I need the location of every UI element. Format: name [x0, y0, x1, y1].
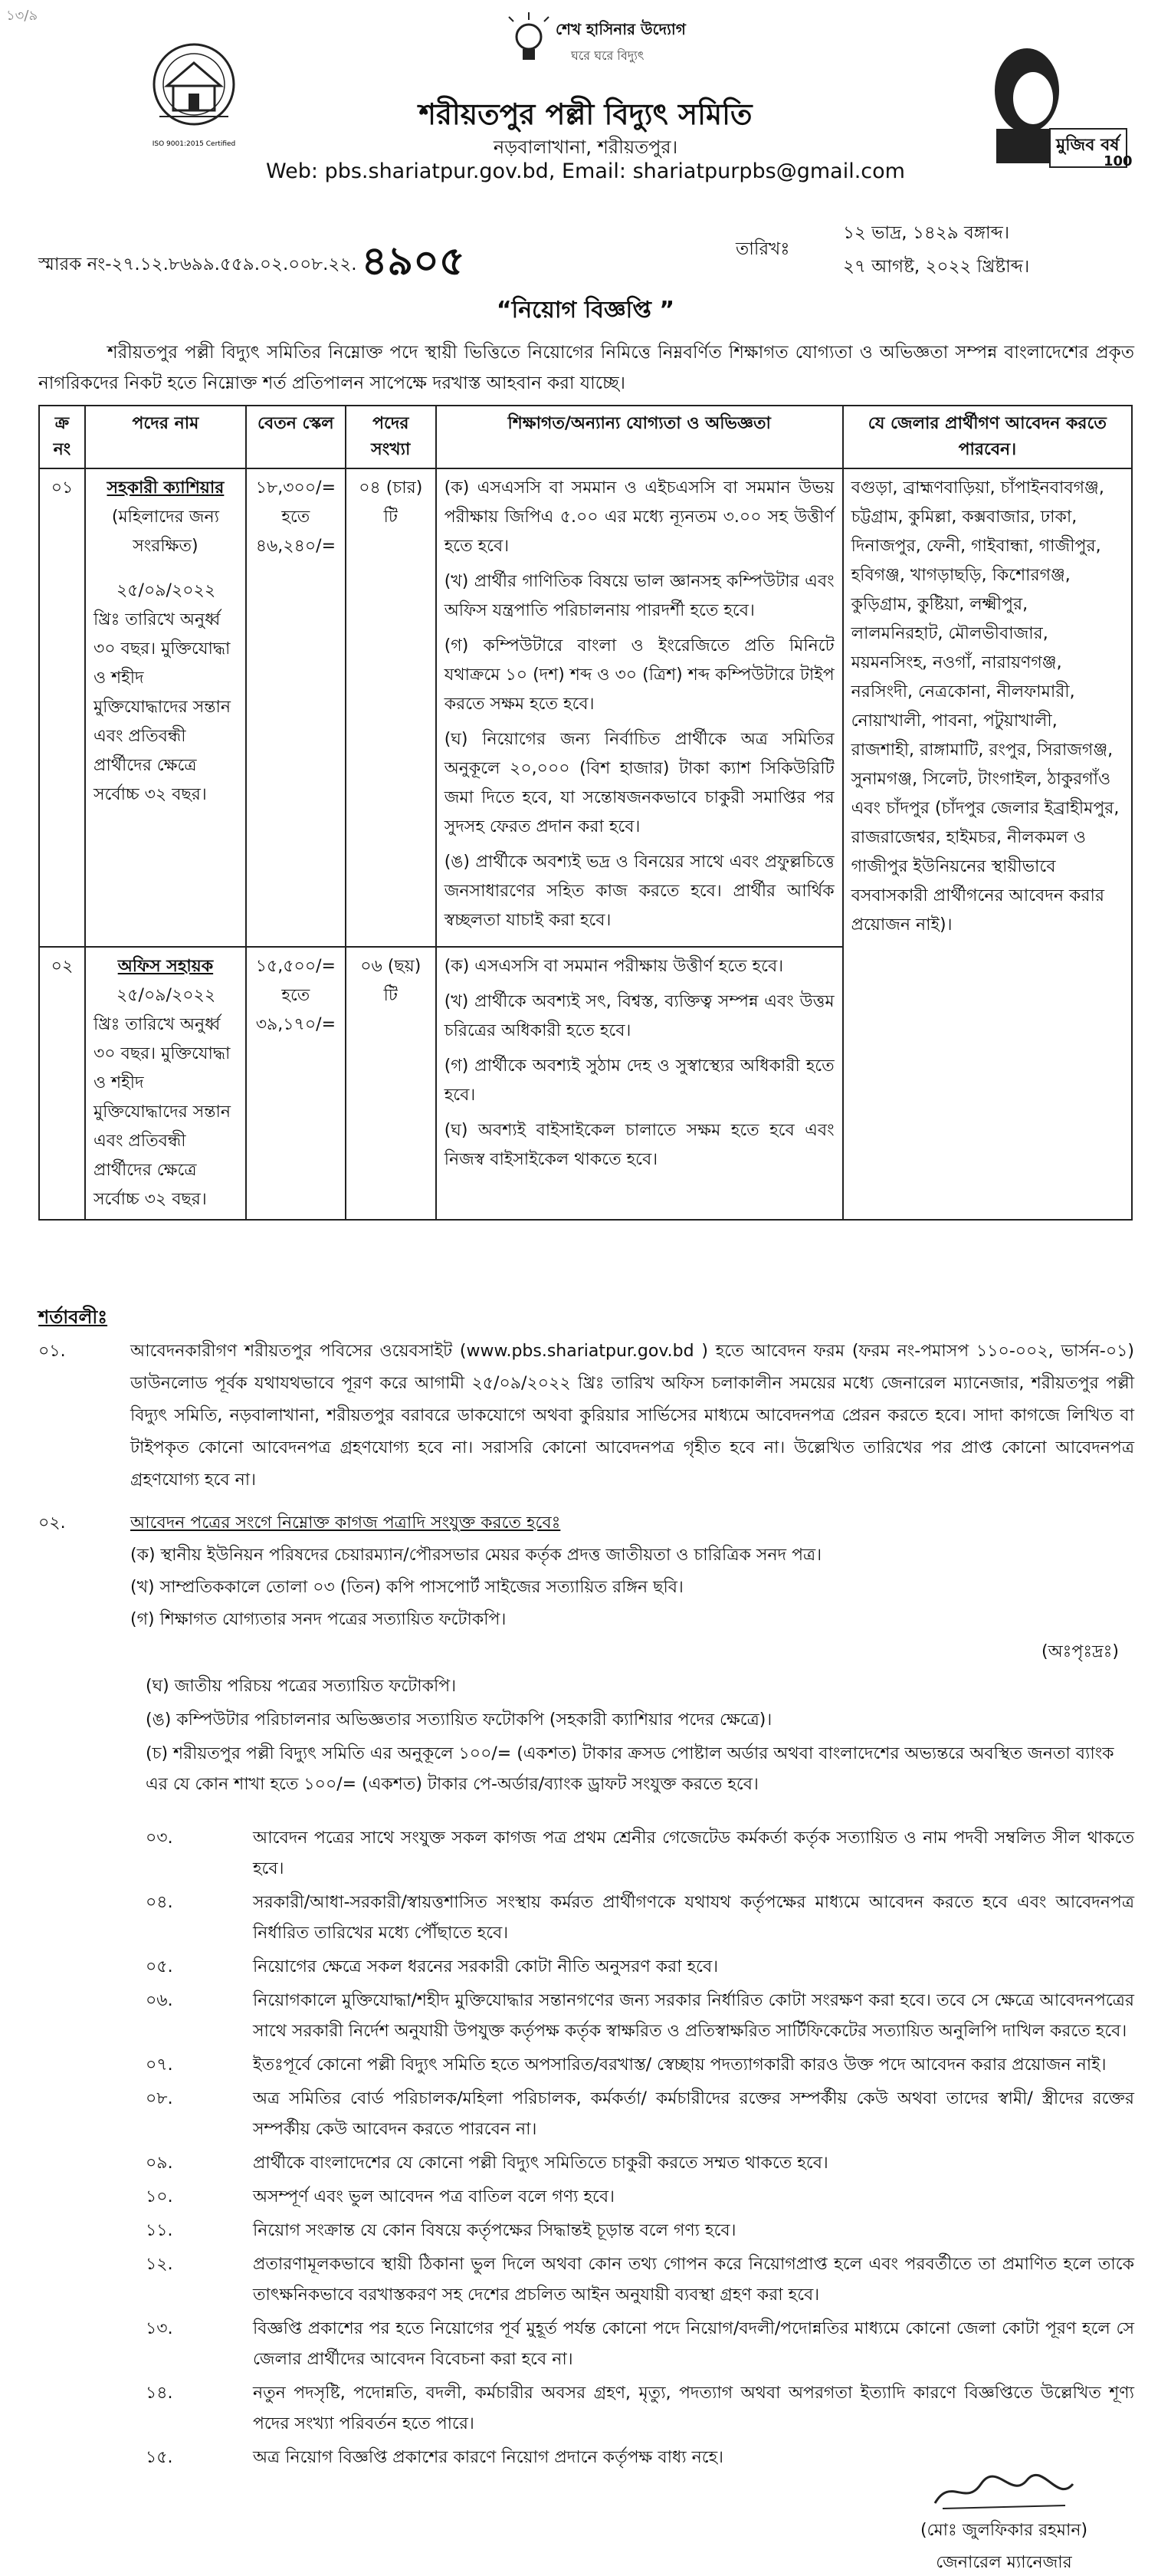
date-label: তারিখঃ: [736, 239, 790, 259]
organization-name: শরীয়তপুর পল্লী বিদ্যুৎ সমিতি: [418, 97, 753, 131]
serial-cell: ০২: [39, 947, 85, 1220]
term-text: নিয়োগের ক্ষেত্রে সকল ধরনের সরকারী কোটা নীতি অনুসরণ করা হবে।: [253, 1957, 719, 1976]
slogan-text: শেখ হাসিনার উদ্যোগ: [556, 20, 686, 38]
qualification-item: (ক) এসএসসি বা সমমান পরীক্ষায় উত্তীর্ণ হতে হবে।: [444, 957, 784, 976]
term-item: [146, 2050, 1134, 2081]
term-text: সরকারী/আধা-সরকারী/স্বায়ত্তশাসিত সংস্থায় কর্মরত প্রার্থীগণকে যথাযথ কর্তৃপক্ষের মাধ্যমে আবেদন করতে হবে এবং আবেদনপত্র নির্ধারিত তারিখের মধ্যে পৌঁছাতে হবে।: [253, 1893, 1134, 1943]
term-text: ইতঃপূর্বে কোনো পল্লী বিদ্যুৎ সমিতি হতে অপসারিত/বরখাস্ত/ স্বেচ্ছায় পদত্যাগকারী কারও উক্ত পদে আবেদন করার প্রয়োজন নাই।: [253, 2055, 1107, 2075]
post-count-cell: ০৪ (চার) টি: [346, 468, 436, 947]
signatory-name: (মোঃ জুলফিকার রহমান): [920, 2521, 1088, 2540]
term-item: [146, 2216, 1134, 2246]
pay-scale-max: ৩৯,১৭০/=: [255, 1015, 336, 1034]
term-number: ১২.: [146, 2255, 173, 2274]
web-email-line: Web: pbs.shariatpur.gov.bd, Email: shariatpurpbs@gmail.com: [266, 159, 905, 183]
continued-note: (অঃপৃঃদ্রঃ): [1041, 1642, 1119, 1661]
term-text: অত্র নিয়োগ বিজ্ঞপ্তি প্রকাশের কারণে নিয়োগ প্রদানে কর্তৃপক্ষ বাধ্য নহে।: [253, 2448, 724, 2467]
term-item: [146, 2378, 1134, 2440]
age-limit: ২৫/০৯/২০২২ খ্রিঃ তারিখে অনুর্ধ্ব ৩০ বছর। মুক্তিযোদ্ধা ও শহীদ মুক্তিযোদ্ধাদের সন্তান এবং প্রতিবন্ধী প্রার্থীদের ক্ষেত্রে সর্বোচ্চ ৩২ বছর।: [93, 986, 231, 1209]
term-number: ০৮.: [146, 2089, 173, 2108]
pay-scale-min: ১৮,৩০০/=: [255, 478, 336, 498]
post-name: অফিস সহায়ক: [117, 957, 214, 976]
term-item: [146, 2084, 1134, 2145]
qualification-item: (গ) প্রার্থীকে অবশ্যই সুঠাম দেহ ও সুস্বাস্থ্যের অধিকারী হতে হবে।: [444, 1056, 835, 1105]
term-text: নতুন পদসৃষ্টি, পদোন্নতি, বদলী, কর্মচারীর অবসর গ্রহণ, মৃত্যু, পদত্যাগ অথবা অপরগতা ইত্যাদি কারণে বিজ্ঞপ্তিতে উল্লেখিত শূণ্য পদের সংখ্যা পরিবর্তন হতে পারে।: [253, 2384, 1134, 2433]
term-item: [146, 1986, 1134, 2047]
term-item: [146, 1823, 1134, 1884]
header-post-count: পদের সংখ্যা: [346, 406, 436, 468]
vacancy-table: [38, 405, 1133, 1221]
qualification-item: (ক) এসএসসি বা সমমান ও এইচএসসি বা সমমান উভয় পরীক্ষায় জিপিএ ৫.০০ এর মধ্যে ন্যূনতম ৩.০০ সহ উত্তীর্ণ হতে হবে।: [444, 478, 835, 556]
pay-scale-to: হতে: [281, 986, 310, 1005]
qualification-item: (খ) প্রার্থীর গাণিতিক বিষয়ে ভাল জ্ঞানসহ কম্পিউটার এবং অফিস যন্ত্রপাতি পরিচালনায় পারদর্শী হতে হবে।: [444, 572, 835, 620]
notice-intro: শরীয়তপুর পল্লী বিদ্যুৎ সমিতির নিম্নোক্ত পদে স্থায়ী ভিত্তিতে নিয়োগের নিমিত্তে নিম্নবর্ণিত শিক্ষাগত যোগ্যতা ও অভিজ্ঞতা সম্পন্ন বাংলাদেশের প্রকৃত নাগরিকদের নিকট হতে নিম্নোক্ত শর্ত প্রতিপালন সাপেক্ষে দরখাস্ত আহবান করা যাচ্ছে।: [38, 343, 1134, 393]
term-number: ১৩.: [146, 2319, 173, 2338]
term-text: অত্র সমিতির বোর্ড পরিচালক/মহিলা পরিচালক, কর্মকর্তা/ কর্মচারীদের রক্তের সম্পর্কীয় কেউ অথবা তাদের স্বামী/ স্ত্রীদের রক্তের সম্পর্কীয় কেউ আবেদন করতে পারবেন না।: [253, 2089, 1134, 2139]
term-item: [146, 2148, 1134, 2179]
serial-cell: ০১: [39, 468, 85, 947]
handwritten-corner-mark: ১৩/৯: [6, 8, 38, 24]
term-subitem: (খ) সাম্প্রতিককালে তোলা ০৩ (তিন) কপি পাসপোর্ট সাইজের সত্যায়িত রঙ্গিন ছবি।: [130, 1578, 684, 1597]
svg-text:ISO 9001:2015 Certified: ISO 9001:2015 Certified: [152, 140, 236, 148]
term-number: ১০.: [146, 2187, 173, 2206]
term-subitem: (ঘ) জাতীয় পরিচয় পত্রের সত্যায়িত ফটোকপি।: [146, 1677, 457, 1696]
qualification-item: (ঘ) অবশ্যই বাইসাইকেল চালাতে সক্ষম হতে হবে এবং নিজস্ব বাইসাইকেল থাকতে হবে।: [444, 1121, 835, 1169]
term-subitem: (ঙ) কম্পিউটার পরিচালনার অভিজ্ঞতার সত্যায়িত ফটোকপি (সহকারী ক্যাশিয়ার পদের ক্ষেত্রে)।: [146, 1710, 772, 1730]
term-number: ০৪.: [146, 1893, 173, 1912]
districts-cell: বগুড়া, ব্রাহ্মণবাড়িয়া, চাঁপাইনবাবগঞ্জ, চট্টগ্রাম, কুমিল্লা, কক্সবাজার, ঢাকা, দিনাজপুর, ফেনী, গাইবান্ধা, গাজীপুর, হবিগঞ্জ, খাগড়াছড়ি, কিশোরগঞ্জ, কুড়িগ্রাম, কুষ্টিয়া, লক্ষ্মীপুর, লালমনিরহাট, মৌলভীবাজার, ময়মনসিংহ, নওগাঁ, নারায়ণগঞ্জ, নরসিংদী, নেত্রকোনা, নীলফামারী, নোয়াখালী, পাবনা, পটুয়াখালী, রাজশাহী, রাঙ্গামাটি, রংপুর, সিরাজগঞ্জ, সুনামগঞ্জ, সিলেট, টাংগাইল, ঠাকুরগাঁও এবং চাঁদপুর (চাঁদপুর জেলার ইব্রাহীমপুর, রাজরাজেশ্বর, হাইমচর, নীলকমল ও গাজীপুর ইউনিয়নের স্থায়ীভাবে বসবাসকারী প্রার্থীগনের আবেদন করার প্রয়োজন নাই)।: [843, 468, 1132, 1220]
term-item: [38, 1336, 1134, 1497]
terms-title: শর্তাবলীঃ: [38, 1306, 108, 1328]
post-name: সহকারী ক্যাশিয়ার: [107, 478, 225, 498]
terms-list-continued: [146, 1671, 1134, 2476]
date-english: ২৭ আগষ্ট, ২০২২ খ্রিষ্টাব্দ।: [843, 257, 1030, 277]
date-bangla: ১২ ভাদ্র, ১৪২৯ বঙ্গাব্দ।: [843, 223, 1010, 243]
term-number: ১১.: [146, 2221, 173, 2240]
term-item: [146, 2182, 1134, 2213]
term-text: বিজ্ঞপ্তি প্রকাশের পর হতে নিয়োগের পূর্ব মুহূর্ত পর্যন্ত কোনো পদে নিয়োগ/বদলী/পদোন্নতির মাধ্যমে কোনো জেলা কোটা পূরণ হলে সে জেলার প্রার্থীদের আবেদন বিবেচনা করা হবে না।: [253, 2319, 1134, 2369]
term-text: প্রতারণামূলকভাবে স্থায়ী ঠিকানা ভুল দিলে অথবা কোন তথ্য গোপন করে নিয়োগপ্রাপ্ত হলে এবং পরবর্তীতে তা প্রমাণিত হলে তাকে তাৎক্ষনিকভাবে বরখাস্তকরণ সহ দেশের প্রচলিত আইন অনুযায়ী ব্যবস্থা গ্রহণ করা হবে।: [253, 2255, 1134, 2305]
term-number: ১৫.: [146, 2448, 173, 2467]
term-subitem: (গ) শিক্ষাগত যোগ্যতার সনদ পত্রের সত্যায়িত ফটোকপি।: [130, 1610, 507, 1629]
organization-address: নড়বালাখানা, শরীয়তপুর।: [493, 136, 678, 158]
term-text: আবেদনকারীগণ শরীয়তপুর পবিসের ওয়েবসাইট (www.pbs.shariatpur.gov.bd ) হতে আবেদন ফরম (ফরম নং-পমাসপ ১১০-০০২, ভার্সন-০১) ডাউনলোড পূর্বক যথাযথভাবে পূরণ করে আগামী ২৫/০৯/২০২২ খ্রিঃ তারিখ অফিস চলাকালীন সময়ের মধ্যে জেনারেল ম্যানেজার, শরীয়তপুর পল্লী বিদ্যুৎ সমিতি, নড়বালাখানা, শরীয়তপুর বরাবরে ডাকযোগে অথবা কুরিয়ার সার্ভিসের মাধ্যমে আবেদনপত্র প্রেরন করতে হবে। সাদা কাগজে লিখিত বা টাইপকৃত কোনো আবেদনপত্র গ্রহণযোগ্য হবে না। সরাসরি কোনো আবেদনপত্র গৃহীত হবে না। উল্লেখিত তারিখের পর প্রাপ্ত কোনো আবেদনপত্র গ্রহণযোগ্য হবে না।: [130, 1342, 1134, 1490]
post-count-cell: ০৬ (ছয়) টি: [346, 947, 436, 1220]
qualification-item: (ঘ) নিয়োগের জন্য নির্বাচিত প্রার্থীকে অত্র সমিতির অনুকূলে ২০,০০০ (বিশ হাজার) টাকা ক্যাশ সিকিউরিটি জমা দিতে হবে, যা সন্তোষজনকভাবে চাকুরী সমাপ্তির পর সুদসহ ফেরত প্রদান করা হবে।: [444, 730, 835, 836]
qualification-cell: [436, 468, 843, 947]
term-text: নিয়োগ সংক্রান্ত যে কোন বিষয়ে কর্তৃপক্ষের সিদ্ধান্তই চূড়ান্ত বলে গণ্য হবে।: [253, 2221, 736, 2240]
term-number: ০১.: [38, 1342, 66, 1361]
term-subitem: (চ) শরীয়তপুর পল্লী বিদ্যুৎ সমিতি এর অনুকূলে ১০০/= (একশত) টাকার ক্রসড পোষ্টাল অর্ডার অথবা বাংলাদেশের অভ্যন্তরে অবস্থিত জনতা ব্যাংক এর যে কোন শাখা হতে ১০০/= (একশত) টাকার পে-অর্ডার/ব্যাংক ড্রাফট সংযুক্ত করতে হবে।: [146, 1744, 1114, 1794]
terms-list: [38, 1336, 1134, 1668]
table-header-row: [39, 406, 1132, 468]
term-text: অসম্পূর্ণ এবং ভুল আবেদন পত্র বাতিল বলে গণ্য হবে।: [253, 2187, 615, 2206]
memo-reference: [38, 230, 465, 297]
term-item: [146, 1888, 1134, 1949]
post-cell: [85, 468, 246, 947]
slogan-sub-text: ঘরে ঘরে বিদ্যুৎ: [571, 48, 645, 63]
header-qualification: শিক্ষাগত/অন্যান্য যোগ্যতা ও অভিজ্ঞতা: [436, 406, 843, 468]
term-text: প্রার্থীকে বাংলাদেশের যে কোনো পল্লী বিদ্যুৎ সমিতিতে চাকুরী করতে সম্মত থাকতে হবে।: [253, 2154, 828, 2173]
age-limit: ২৫/০৯/২০২২ খ্রিঃ তারিখে অনুর্ধ্ব ৩০ বছর। মুক্তিযোদ্ধা ও শহীদ মুক্তিযোদ্ধাদের সন্তান এবং প্রতিবন্ধী প্রার্থীদের ক্ষেত্রে সর্বোচ্চ ৩২ বছর।: [93, 581, 231, 804]
term-number: ০৭.: [146, 2055, 173, 2075]
qualification-item: (খ) প্রার্থীকে অবশ্যই সৎ, বিশ্বস্ত, ব্যক্তিত্ব সম্পন্ন এবং উত্তম চরিত্রের অধিকারী হতে হবে।: [444, 992, 835, 1040]
term-item: [146, 1952, 1134, 1983]
date-block: [843, 216, 1029, 284]
header-pay-scale: বেতন স্কেল: [246, 406, 346, 468]
qualification-cell: [436, 947, 843, 1220]
header-post: পদের নাম: [85, 406, 246, 468]
term-number: ০৯.: [146, 2154, 173, 2173]
signature-block: [881, 2469, 1127, 2576]
header-serial: ক্র নং: [39, 406, 85, 468]
pay-scale-max: ৪৬,২৪০/=: [255, 537, 336, 556]
term-item: [146, 2249, 1134, 2311]
handwritten-signature: [927, 2469, 1081, 2515]
term-item: [146, 2314, 1134, 2375]
memo-ref-number: ৪৯০৫: [361, 238, 465, 284]
term-number: ০৬.: [146, 1991, 173, 2010]
signatory-designation: জেনারেল ম্যানেজার: [936, 2553, 1072, 2572]
qualification-item: (গ) কম্পিউটারে বাংলা ও ইংরেজিতে প্রতি মিনিটে যথাক্রমে ১০ (দশ) শব্দ ও ৩০ (ত্রিশ) শব্দ কম্পিউটারে টাইপ করতে সক্ষম হতে হবে।: [444, 636, 835, 714]
term-text: নিয়োগকালে মুক্তিযোদ্ধা/শহীদ মুক্তিযোদ্ধার সন্তানগণের জন্য সরকার নির্ধারিত কোটা সংরক্ষণ করা হবে। তবে সে ক্ষেত্রে আবেদনপত্রের সাথে সরকারী নির্দেশ অনুযায়ী উপযুক্ত কর্তৃপক্ষ কর্তৃক স্বাক্ষরিত ও প্রতিস্বাক্ষরিত সার্টিফিকেটের সত্যায়িত অনুলিপি দাখিল করতে হবে।: [253, 1991, 1134, 2041]
post-cell: [85, 947, 246, 1220]
pay-scale-cell: [246, 468, 346, 947]
header-districts: যে জেলার প্রার্থীগণ আবেদন করতে পারবেন।: [843, 406, 1132, 468]
mujib-100-text: 100: [1104, 153, 1133, 169]
pay-scale-to: হতে: [281, 508, 310, 527]
qualification-item: (ঙ) প্রার্থীকে অবশ্যই ভদ্র ও বিনয়ের সাথে এবং প্রফুল্লচিত্তে জনসাধারণের সহিত কাজ করতে হবে। প্রার্থীর আর্থিক স্বচ্ছলতা যাচাই করা হবে।: [444, 853, 835, 930]
post-note: (মহিলাদের জন্য সংরক্ষিত): [111, 508, 219, 556]
term-subitem: (ক) স্থানীয় ইউনিয়ন পরিষদের চেয়ারম্যান/পৌরসভার মেয়র কর্তৃক প্রদত্ত জাতীয়তা ও চারিত্রিক সনদ পত্র।: [130, 1546, 822, 1565]
term-number: ০২.: [38, 1513, 66, 1533]
term-number: ১৪.: [146, 2384, 173, 2403]
pay-scale-min: ১৫,৫০০/=: [255, 957, 336, 976]
term-item: [38, 1507, 1134, 1539]
notice-title: “নিয়োগ বিজ্ঞপ্তি ”: [496, 297, 675, 324]
pay-scale-cell: [246, 947, 346, 1220]
term-text: আবেদন পত্রের সংগে নিম্নোক্ত কাগজ পত্রাদি সংযুক্ত করতে হবেঃ: [130, 1513, 561, 1533]
memo-ref-text: স্মারক নং-২৭.১২.৮৬৯৯.৫৫৯.০২.০০৮.২২.: [38, 255, 357, 274]
letterhead: [0, 0, 1171, 253]
term-text: আবেদন পত্রের সাথে সংযুক্ত সকল কাগজ পত্র প্রথম শ্রেনীর গেজেটেড কর্মকর্তা কর্তৃক সত্যায়িত ও নাম পদবী সম্বলিত সীল থাকতে হবে।: [253, 1829, 1134, 1878]
mujib-logo-text: মুজিব বর্ষ: [1056, 136, 1120, 155]
term-number: ০৩.: [146, 1829, 173, 1848]
term-number: ০৫.: [146, 1957, 173, 1976]
table-row: [39, 468, 1132, 947]
